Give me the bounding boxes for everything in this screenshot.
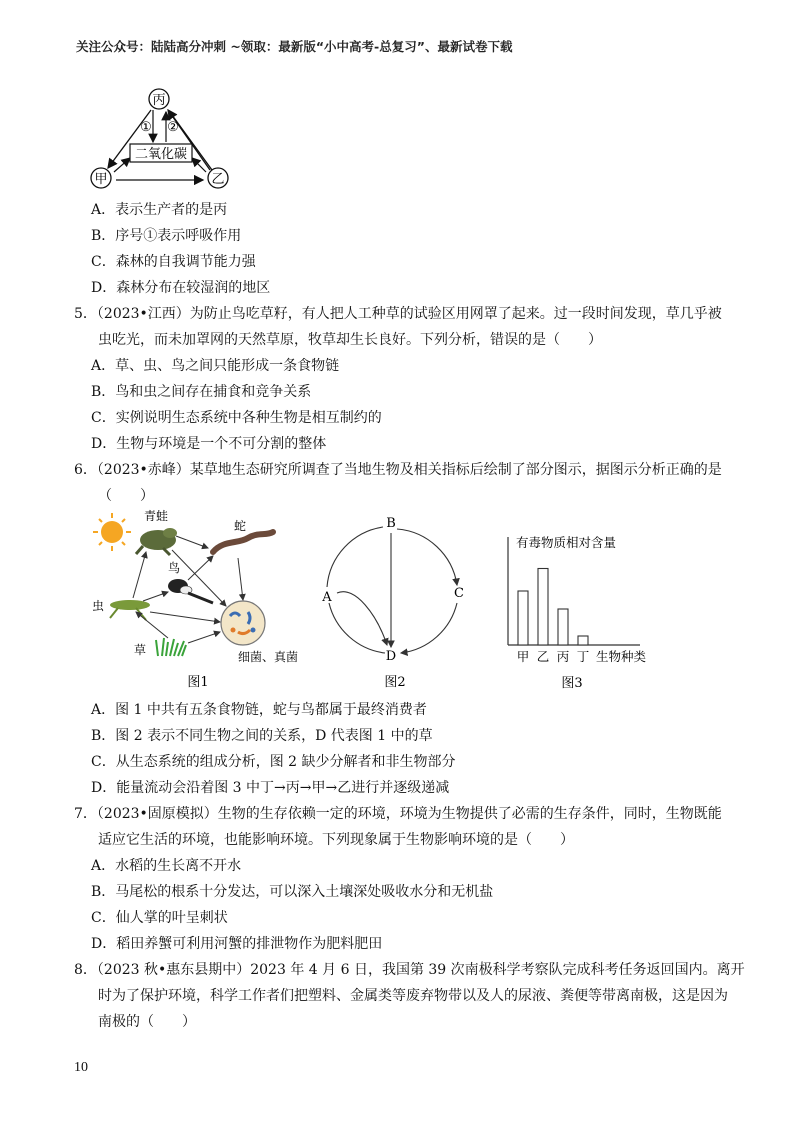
node-yi: 乙 [211,172,225,187]
q8-stem-line-3: 南极的（ ） [98,1014,196,1030]
arrow-label-1: ① [140,120,152,135]
q8-stem-line-1: 8．（2023 秋•惠东县期中）2023 年 4 月 6 日，我国第 39 次南极科学考察队完成科考任务返回国内。离开 [74,962,745,978]
node-co2: 二氧化碳 [134,147,188,162]
label-frog: 青蛙 [144,509,169,523]
q6-stem-line-1: 6．（2023•赤峰）某草地生态研究所调查了当地生物及相关指标后绘制了部分图示，据图示分析正确的是 [74,462,722,478]
frog-icon [136,528,177,555]
q7-option-a: A．水稻的生长离不开水 [91,858,242,874]
q8-stem-line-2: 时为了保护环境，科学工作者们把塑料、金属类等废弃物带以及人的尿液、粪便等带离南极，这是因为 [98,988,728,1004]
q5-stem-line-1: 5．（2023•江西）为防止鸟吃草籽，有人把人工种草的试验区用网罩了起来。过一段时间发现，草几乎被 [74,306,722,322]
q7-option-d: D．稻田养蟹可利用河蟹的排泄物作为肥料肥田 [91,936,383,952]
q7-stem-line-2: 适应它生活的环境，也能影响环境。下列现象属于生物影响环境的是（ ） [98,832,574,848]
q5-option-c: C．实例说明生态系统中各种生物是相互制约的 [91,410,382,426]
q5-option-d: D．生物与环境是一个不可分割的整体 [91,436,327,452]
page-header: 关注公众号：陆陆高分冲刺 ~领取：最新版“小中高考-总复习”、最新试卷下载 [76,39,513,54]
bird-icon [168,579,213,603]
figure2-cycle-diagram [315,515,465,693]
fig3-tick-label-2: 丙 [556,649,570,664]
label-snake: 蛇 [234,519,247,533]
q6-option-d: D．能量流动会沿着图 3 中丁→丙→甲→乙进行并逐级递减 [91,780,450,796]
label-bird: 鸟 [168,561,181,575]
q7-stem-line-1: 7．（2023•固原模拟）生物的生存依赖一定的环境，环境为生物提供了必需的生存条件，同时，生物既能 [74,806,722,822]
q6-option-a: A．图 1 中共有五条食物链，蛇与鸟都属于最终消费者 [91,702,427,718]
fig3-bar-3 [578,636,588,645]
figure1-food-web [88,508,308,693]
q5-stem-line-2: 虫吃光，而未加罩网的天然草原，牧草却生长良好。下列分析，错误的是（ ） [98,332,602,348]
q7-option-b: B．马尾松的根系十分发达，可以深入土壤深处吸收水分和无机盐 [91,884,494,900]
carbon-cycle-diagram [80,84,240,194]
grasshopper-icon [110,600,150,620]
q6-option-c: C．从生态系统的组成分析，图 2 缺少分解者和非生物部分 [91,754,456,770]
fig2-node-b: B [386,516,396,531]
fig3-ylabel: 有毒物质相对含量 [516,535,617,550]
label-insect: 虫 [92,599,105,613]
q5-option-a: A．草、虫、鸟之间只能形成一条食物链 [91,358,340,374]
fig3-tick-label-0: 甲 [516,649,530,664]
bacteria-fungi-icon [221,601,265,645]
node-jia: 甲 [94,172,108,187]
figure1-caption: 图1 [187,675,209,690]
fig3-tick-label-1: 乙 [536,649,550,664]
fig3-bar-2 [558,609,568,645]
figure3-caption: 图3 [561,676,583,691]
fig2-node-d: D [385,649,397,664]
q4-option-b: B．序号①表示呼吸作用 [91,228,242,244]
figure3-bar-chart [500,525,700,693]
fig3-tick-label-3: 丁 [576,649,590,664]
grass-icon [156,638,186,656]
fig2-node-c: C [454,586,464,601]
label-grass: 草 [134,643,147,657]
q6-option-b: B．图 2 表示不同生物之间的关系，D 代表图 1 中的草 [91,728,433,744]
q4-option-a: A．表示生产者的是丙 [91,202,228,218]
node-bing: 丙 [152,93,166,108]
q4-option-d: D．森林分布在较湿润的地区 [91,280,271,296]
sun-icon [93,513,131,551]
fig3-bar-0 [518,591,528,645]
fig3-bar-1 [538,569,548,646]
q6-stem-line-2: （ ） [98,488,154,504]
figure2-caption: 图2 [384,675,406,690]
q7-option-c: C．仙人掌的叶呈刺状 [91,910,228,926]
arrow-label-2: ② [167,120,179,135]
label-decomposer: 细菌、真菌 [238,650,299,664]
snake-icon [213,532,273,552]
q5-option-b: B．鸟和虫之间存在捕食和竞争关系 [91,384,312,400]
page-number: 10 [74,1060,88,1075]
fig3-xlabel: 生物种类 [596,649,647,664]
fig2-node-a: A [322,590,332,605]
q4-option-c: C．森林的自我调节能力强 [91,254,256,270]
